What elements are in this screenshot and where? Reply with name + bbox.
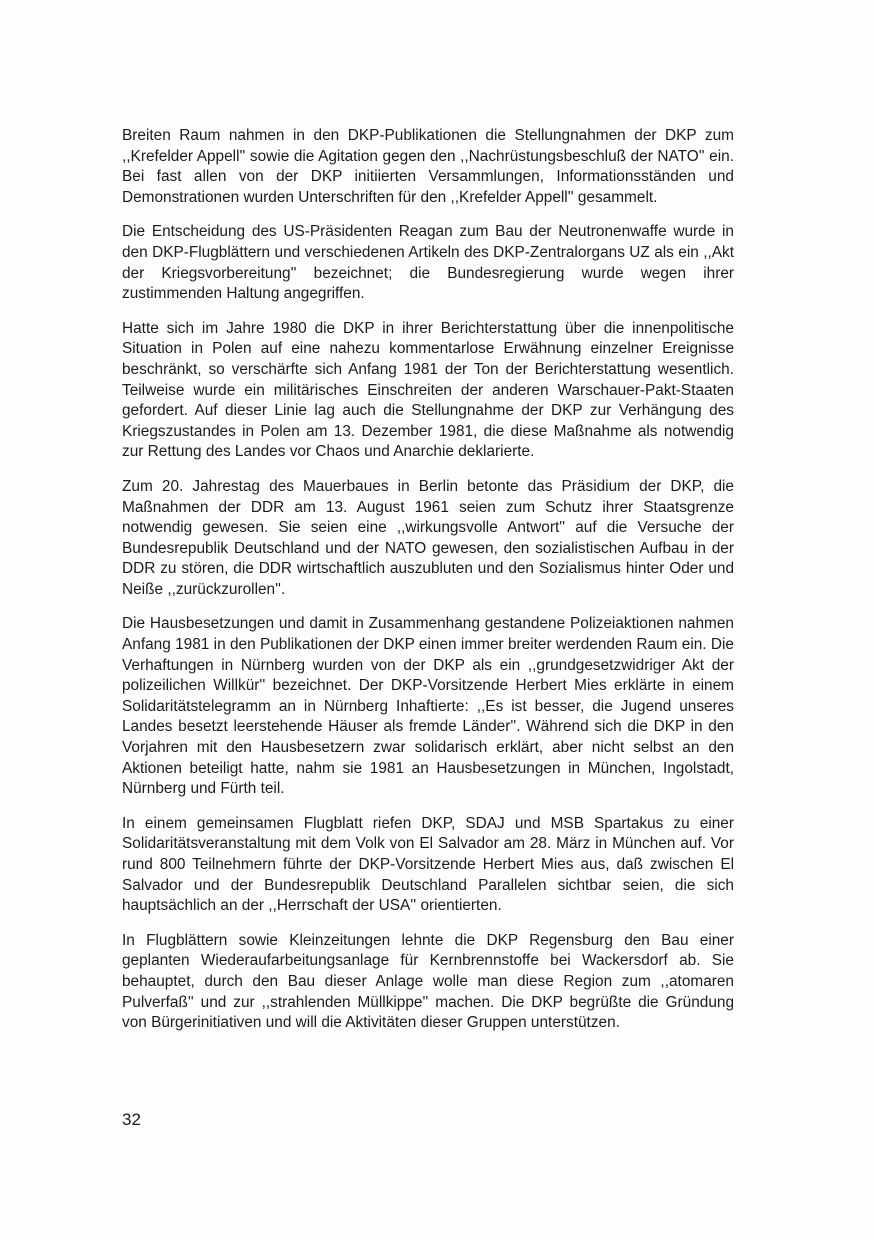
paragraph-krefelder-appell: Breiten Raum nahmen in den DKP-Publikationen die Stellungnahmen der DKP zum ,,Krefelder Appell'' sowie die Agitation gegen den ,,Nachrüstungsbeschluß der NATO'' ein. Bei fast allen von der DKP initiierten Versammlungen, Informationsständen und Demonstrationen wurden Unterschriften für den ,,Krefelder Appell'' gesammelt. [122,127,734,206]
paragraph-mauerbau: Zum 20. Jahrestag des Mauerbaues in Berlin betonte das Präsidium der DKP, die Maßnahmen der DDR am 13. August 1961 seien zum Schutz ihrer Staatsgrenze notwendig gewesen. Sie seien eine ,,wirkungsvolle Antwort'' auf die Versuche der Bundesrepublik Deutschland und der NATO gewesen, den sozialistischen Aufbau in der DDR zu stören, die DDR wirtschaftlich auszubluten und den Sozialismus hinter Oder und Neiße ,,zurückzurollen''. [122,477,734,598]
paragraph-wackersdorf: In Flugblättern sowie Kleinzeitungen lehnte die DKP Regensburg den Bau einer geplanten Wiederaufarbeitungsanlage für Kernbrennstoffe bei Wackersdorf ab. Sie behauptet, durch den Bau dieser Anlage wolle man diese Region zum ,,atomaren Pulverfaß'' und zur ,,strahlenden Müllkippe'' machen. Die DKP begrüßte die Gründung von Bürgerinitiativen und will die Aktivitäten dieser Gruppen unterstützen. [122,931,734,1032]
page-number: 32 [122,1110,141,1129]
paragraph-hausbesetzungen: Die Hausbesetzungen und damit in Zusammenhang gestandene Polizeiaktionen nahmen Anfang 1981 in den Publikationen der DKP einen immer breiter werdenden Raum ein. Die Verhaftungen in Nürnberg wurden von der DKP als ein ,,grundgesetzwidriger Akt der polizeilichen Willkür'' bezeichnet. Der DKP-Vorsitzende Herbert Mies erklärte in einem Solidaritätstelegramm an in Nürnberg Inhaftierte: ,,Es ist besser, die Jugend unseres Landes besetzt leerstehende Häuser als fremde Länder''. Während sich die DKP in den Vorjahren mit den Hausbesetzern zwar solidarisch erklärt, aber nicht selbst an den Aktionen beteiligt hatte, nahm sie 1981 an Hausbesetzungen in München, Ingolstadt, Nürnberg und Fürth teil. [122,615,734,798]
paragraph-el-salvador: In einem gemeinsamen Flugblatt riefen DKP, SDAJ und MSB Spartakus zu einer Solidaritätsveranstaltung mit dem Volk von El Salvador am 28. März in München auf. Vor rund 800 Teilnehmern führte der DKP-Vorsitzende Herbert Mies aus, daß zwischen El Salvador und der Bundesrepublik Deutschland Parallelen sichtbar seien, die sich hauptsächlich an der ,,Herrschaft der USA'' orientierten. [122,814,734,915]
paragraph-neutronenwaffe: Die Entscheidung des US-Präsidenten Reagan zum Bau der Neutronenwaffe wurde in den DKP-Flugblättern und verschiedenen Artikeln des DKP-Zentralorgans UZ als ein ,,Akt der Kriegsvorbereitung'' bezeichnet; die Bundesregierung wurde wegen ihrer zustimmenden Haltung angegriffen. [122,223,734,303]
paragraph-polen: Hatte sich im Jahre 1980 die DKP in ihrer Berichterstattung über die innenpolitische Situation in Polen auf eine nahezu kommentarlose Erwähnung einzelner Ereignisse beschränkt, so verschärfte sich Anfang 1981 der Ton der Berichterstattung wesentlich. Teilweise wurde ein militärisches Einschreiten der anderen Warschauer-Pakt-Staaten gefordert. Auf dieser Linie lag auch die Stellungnahme der DKP zur Verhängung des Kriegszustandes in Polen am 13. Dezember 1981, die diese Maßnahme als notwendig zur Rettung des Landes vor Chaos und Anarchie deklarierte. [122,319,734,461]
body-text [122,126,734,1048]
